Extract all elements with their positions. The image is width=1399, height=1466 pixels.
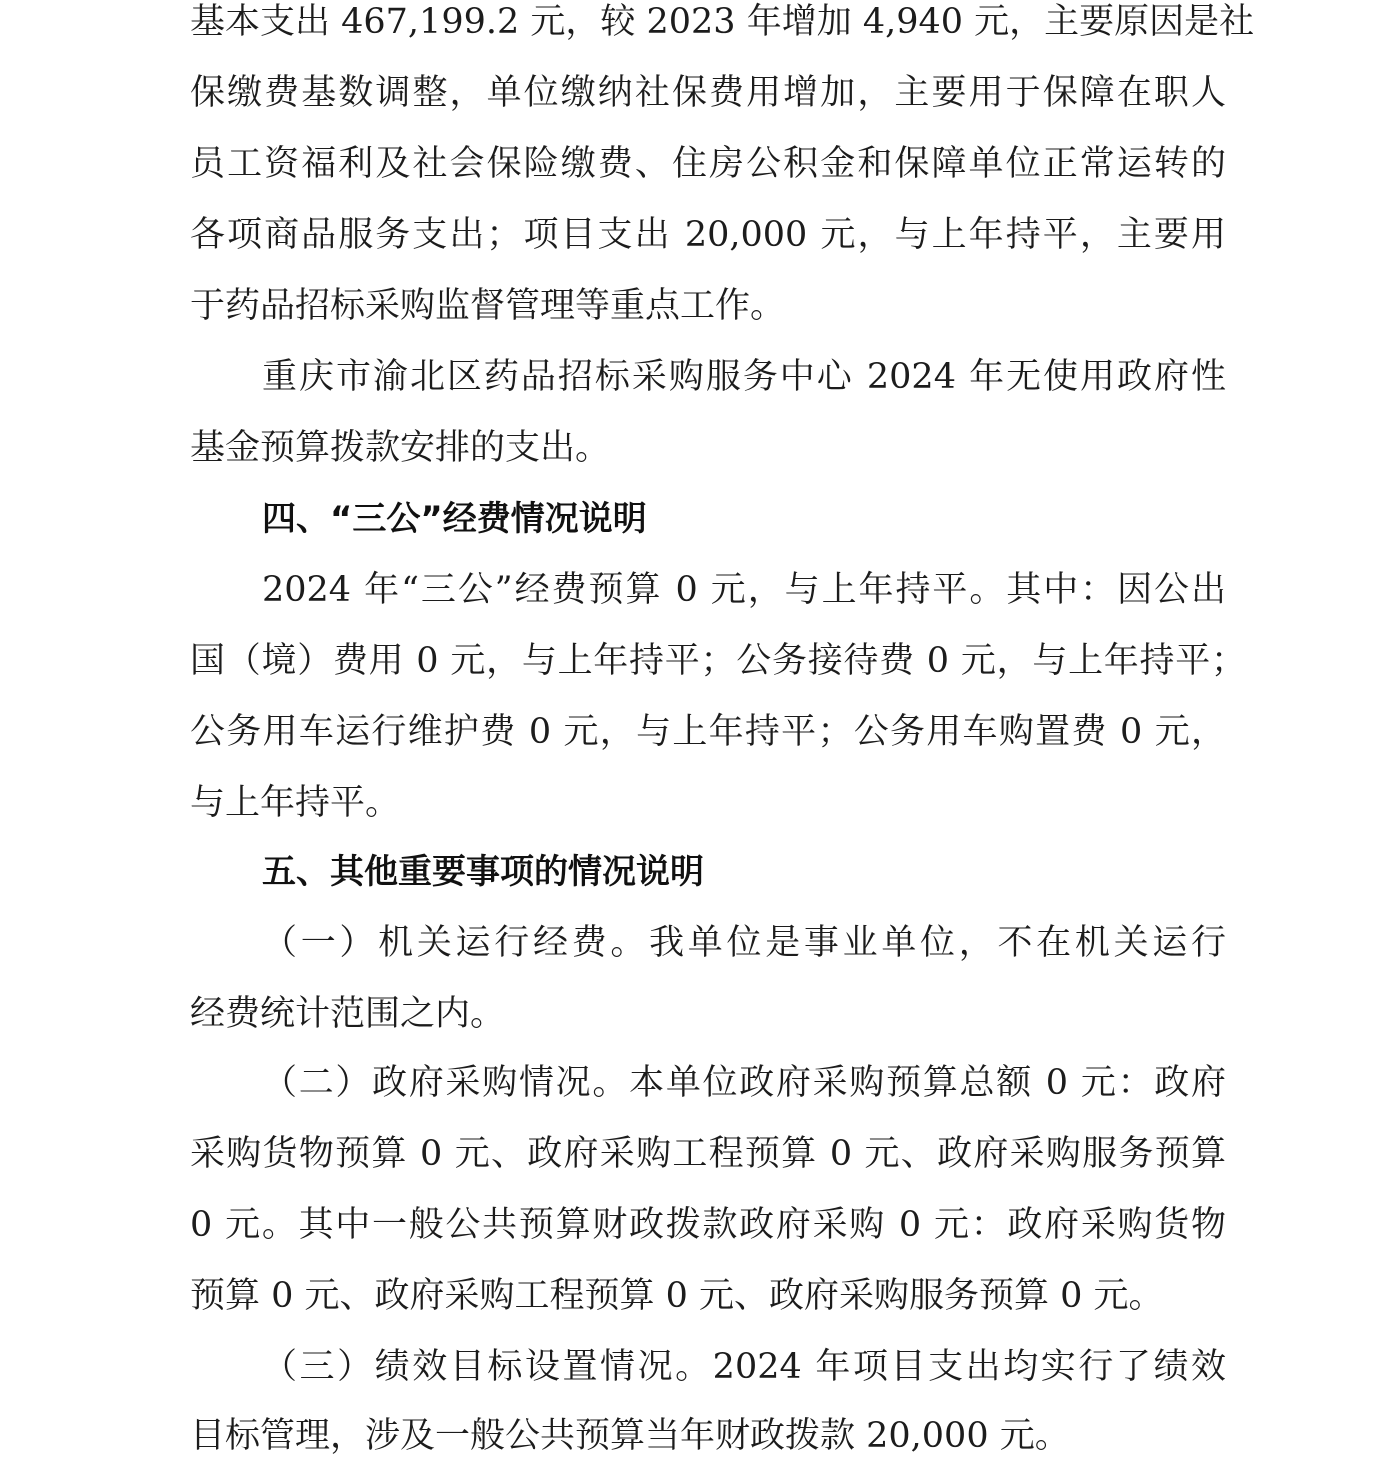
item-two-line-1: （二）政府采购情况。本单位政府采购预算总额 0 元：政府 (262, 1063, 1226, 1103)
body-line-2: 保缴费基数调整，单位缴纳社保费用增加，主要用于保障在职人 (190, 73, 1226, 113)
item-two-line-3: 0 元。其中一般公共预算财政拨款政府采购 0 元：政府采购货物 (190, 1205, 1226, 1245)
paragraph-sangong-line-4: 与上年持平。 (190, 783, 401, 823)
paragraph-fund-line-2: 基金预算拨款安排的支出。 (190, 428, 611, 468)
paragraph-sangong-line-3: 公务用车运行维护费 0 元，与上年持平；公务用车购置费 0 元， (190, 712, 1226, 752)
item-three-line-1: （三）绩效目标设置情况。2024 年项目支出均实行了绩效 (262, 1347, 1226, 1387)
item-three-line-2: 目标管理，涉及一般公共预算当年财政拨款 20,000 元。 (190, 1416, 1070, 1456)
item-one-line-2: 经费统计范围之内。 (190, 994, 506, 1034)
item-one-line-1: （一）机关运行经费。我单位是事业单位，不在机关运行 (262, 923, 1226, 963)
item-two-line-4: 预算 0 元、政府采购工程预算 0 元、政府采购服务预算 0 元。 (190, 1276, 1164, 1316)
body-line-4: 各项商品服务支出；项目支出 20,000 元，与上年持平，主要用 (190, 215, 1226, 255)
item-two-line-2: 采购货物预算 0 元、政府采购工程预算 0 元、政府采购服务预算 (190, 1134, 1226, 1174)
section-heading-five: 五、其他重要事项的情况说明 (262, 852, 704, 892)
body-line-5: 于药品招标采购监督管理等重点工作。 (190, 286, 786, 326)
paragraph-fund-line-1: 重庆市渝北区药品招标采购服务中心 2024 年无使用政府性 (262, 357, 1226, 397)
body-line-1: 基本支出 467,199.2 元，较 2023 年增加 4,940 元，主要原因是社 (190, 2, 1255, 42)
paragraph-sangong-line-2: 国（境）费用 0 元，与上年持平；公务接待费 0 元，与上年持平； (190, 641, 1246, 681)
body-line-3: 员工资福利及社会保险缴费、住房公积金和保障单位正常运转的 (190, 144, 1226, 184)
section-heading-four: 四、“三公”经费情况说明 (262, 499, 647, 539)
paragraph-sangong-line-1: 2024 年“三公”经费预算 0 元，与上年持平。其中：因公出 (262, 570, 1226, 610)
